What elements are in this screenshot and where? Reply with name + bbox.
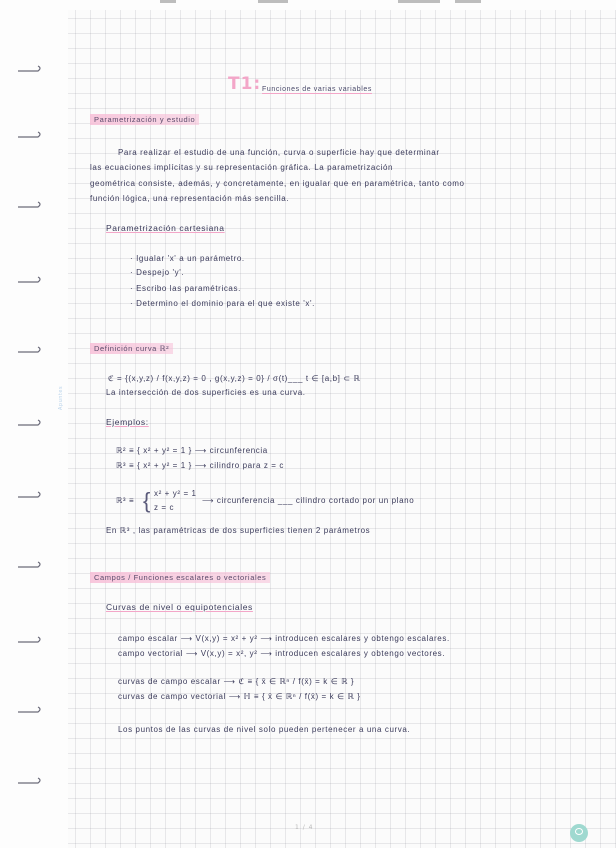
- top-mark: [160, 0, 176, 3]
- example-3-text: ⟶ circunferencia ___ cilindro cortado por un plano: [202, 496, 415, 505]
- binder-hole-icon: [16, 418, 44, 428]
- intro-line: Para realizar el estudio de una función, curva o superficie hay que determinar: [118, 148, 440, 157]
- top-strip: [0, 0, 616, 10]
- campo-escalar: campo escalar ⟶ V(x,y) = x² + y² ⟶ introducen escalares y obtengo escalares.: [118, 634, 450, 643]
- param-title: Parametrización cartesiana: [106, 223, 225, 233]
- top-mark: [455, 0, 481, 3]
- intro-line: geométrica consiste, además, y concretamente, en igualar que en paramétrica, tanto como: [90, 179, 465, 188]
- section-heading: Parametrización y estudio: [90, 114, 199, 125]
- binder-hole-icon: [16, 635, 44, 645]
- page-title: T1:: [228, 74, 262, 94]
- binder-hole-icon: [16, 490, 44, 500]
- page-number: 1 / 4: [295, 824, 314, 831]
- binder-hole-icon: [16, 345, 44, 355]
- binder-hole-icon: [16, 275, 44, 285]
- param-step: · Determino el dominio para el que existe 'x'.: [130, 299, 315, 308]
- example-2: ℝ³ ≡ { x² + y² = 1 } ⟶ cilindro para z = c: [116, 461, 284, 470]
- param-step: · Despejo 'y'.: [130, 268, 185, 277]
- section-heading: Campos / Funciones escalares o vectoriales: [90, 572, 270, 583]
- example-1: ℝ² ≡ { x² + y² = 1 } ⟶ circunferencia: [116, 446, 268, 455]
- top-mark: [258, 0, 288, 3]
- intro-line: función lógica, una representación más sencilla.: [90, 194, 290, 203]
- examples-title: Ejemplos:: [106, 417, 149, 427]
- binder-hole-icon: [16, 64, 44, 74]
- example-3-prefix: ℝ³ ≡: [116, 496, 135, 505]
- definition-formula: ℭ = {(x,y,z) / f(x,y,z) = 0 , g(x,y,z) = 0} / σ(t)___ t ∈ [a,b] ⊂ ℝ: [108, 374, 361, 383]
- binder-hole-icon: [16, 200, 44, 210]
- brace-icon: {: [143, 488, 151, 513]
- side-watermark: Apuntes: [58, 385, 64, 410]
- param-step: · Escribo las paramétricas.: [130, 284, 241, 293]
- curvas-campo-vectorial: curvas de campo vectorial ⟶ ℍ ≡ { x̄ ∈ ℝⁿ / f(x̄) = k ∈ ℝ }: [118, 692, 361, 701]
- binder-hole-icon: [16, 560, 44, 570]
- level-curves-title: Curvas de nivel o equipotenciales: [106, 602, 253, 612]
- example-3-bottom: z = c: [154, 503, 175, 512]
- example-3-top: x² + y² = 1: [154, 489, 197, 498]
- campo-vectorial: campo vectorial ⟶ V(x,y) = x², y² ⟶ introducen escalares y obtengo vectores.: [118, 649, 446, 658]
- intro-line: las ecuaciones implícitas y su representación gráfica. La parametrización: [90, 163, 394, 172]
- definition-text: La intersección de dos superficies es una curva.: [106, 388, 306, 397]
- param-step: · Igualar 'x' a un parámetro.: [130, 254, 245, 263]
- binder-hole-icon: [16, 705, 44, 715]
- page-subtitle: Funciones de varias variables: [262, 86, 373, 93]
- closing-line: Los puntos de las curvas de nivel solo pueden pertenecer a una curva.: [118, 725, 411, 734]
- brand-logo-icon: [570, 824, 588, 842]
- top-mark: [398, 0, 440, 3]
- section-heading: Definición curva ℝ²: [90, 343, 173, 354]
- binder-hole-icon: [16, 776, 44, 786]
- binder-hole-icon: [16, 130, 44, 140]
- example-note: En ℝ³ , las paramétricas de dos superficies tienen 2 parámetros: [106, 526, 371, 535]
- curvas-campo-escalar: curvas de campo escalar ⟶ ℭ ≡ { x̄ ∈ ℝⁿ / f(x̄) = k ∈ ℝ }: [118, 677, 355, 686]
